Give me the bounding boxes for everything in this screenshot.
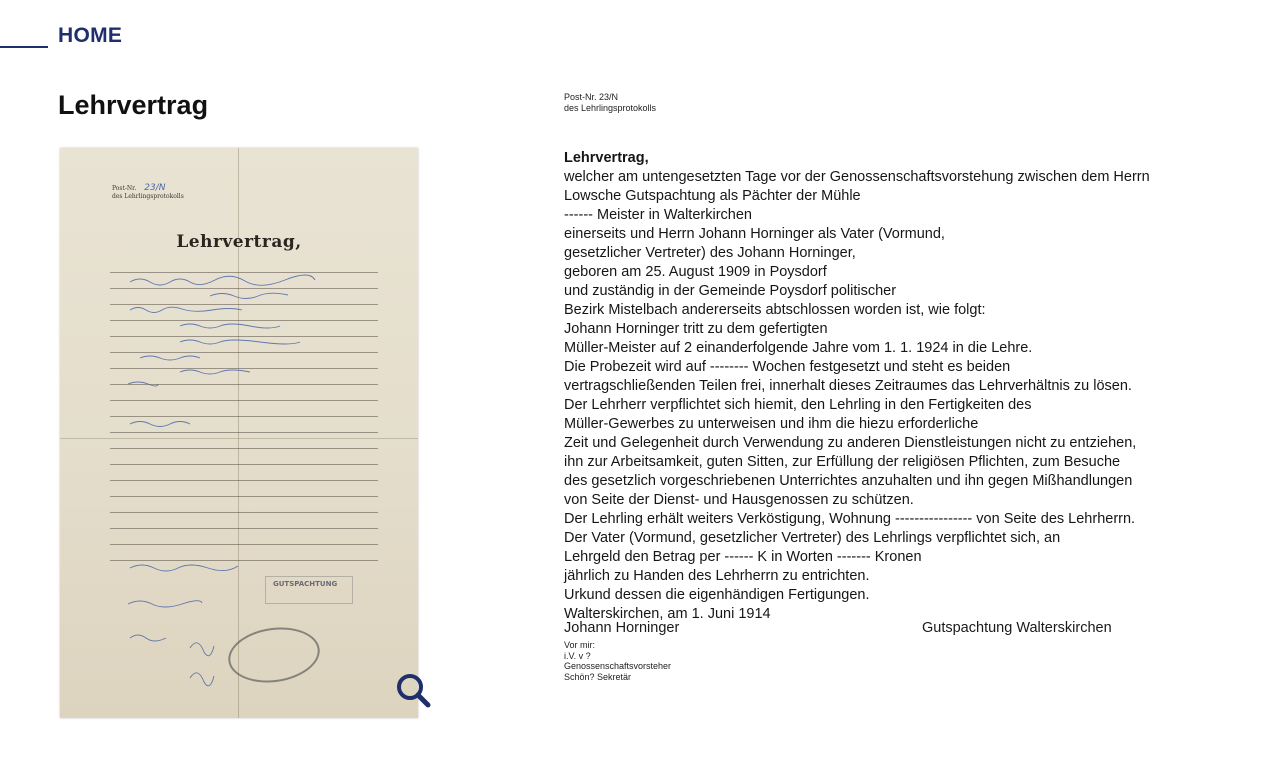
transcript-line: jährlich zu Handen des Lehrherrn zu entrichten.	[564, 568, 870, 584]
transcript-line: Müller-Meister auf 2 einanderfolgende Jahre vom 1. 1. 1924 in die Lehre.	[564, 340, 1033, 356]
transcript-body	[564, 149, 1254, 624]
transcript-line: Urkund dessen die eigenhändigen Fertigungen.	[564, 587, 870, 603]
page-title: Lehrvertrag	[58, 90, 209, 120]
transcript-line: Walterskirchen, am 1. Juni 1914	[564, 606, 771, 622]
transcript-line: welcher am untengesetzten Tage vor der Genossenschaftsvorstehung zwischen dem Herrn	[564, 169, 1150, 185]
home-underline	[0, 46, 48, 48]
transcript-line: gesetzlicher Vertreter) des Johann Horninger,	[564, 245, 856, 261]
document-scan-image[interactable]	[60, 148, 418, 718]
post-ref-line: des Lehrlingsprotokolls	[564, 103, 657, 113]
search-icon	[393, 670, 433, 710]
doc-protocol-label: des Lehrlingsprotokolls	[112, 193, 184, 200]
transcript-line: von Seite der Dienst- und Hausgenossen zu schützen.	[564, 492, 914, 508]
transcript-line: Der Lehrherr verpflichtet sich hiemit, den Lehrling in den Fertigkeiten des	[564, 397, 1032, 413]
transcript-line: Der Vater (Vormund, gesetzlicher Vertreter) des Lehrlings verpflichtet sich, an	[564, 530, 1061, 546]
footer-line: i.V. v ?	[564, 650, 591, 661]
transcript-footer	[564, 640, 671, 682]
transcript-line: ihn zur Arbeitsamkeit, guten Sitten, zur Erfüllung der religiösen Pflichten, zum Besuche	[564, 454, 1121, 470]
transcript-line: des gesetzlich vorgeschriebenen Unterrichtes anzuhalten und ihn gegen Mißhandlungen	[564, 473, 1133, 489]
doc-post-value: 23/N	[144, 183, 166, 193]
zoom-button[interactable]	[393, 670, 433, 710]
transcript-line: ------ Meister in Walterkirchen	[564, 207, 752, 223]
transcript-line: Zeit und Gelegenheit durch Verwendung zu anderen Dienstleistungen nicht zu entziehen,	[564, 435, 1137, 451]
transcript-title: Lehrvertrag,	[564, 150, 649, 166]
doc-post-label: Post-Nr.	[112, 185, 137, 192]
transcript-line: Der Lehrling erhält weiters Verköstigung, Wohnung ---------------- von Seite des Lehrherrn.	[564, 511, 1136, 527]
home-link[interactable]: HOME	[58, 24, 123, 47]
doc-stamp-text: GUTSPACHTUNG	[273, 580, 338, 588]
footer-line: Genossenschaftsvorsteher	[564, 661, 672, 671]
transcript-line: einerseits und Herrn Johann Horninger als Vater (Vormund,	[564, 226, 945, 242]
footer-line: Vor mir:	[564, 640, 596, 650]
post-ref-line: Post-Nr. 23/N	[564, 92, 619, 102]
signature-left: Johann Horninger	[564, 620, 680, 636]
transcript-line: Bezirk Mistelbach andererseits abtschlossen worden ist, wie folgt:	[564, 302, 986, 318]
transcript-line: Johann Horninger tritt zu dem gefertigten	[564, 321, 828, 337]
transcript-line: Lowsche Gutspachtung als Pächter der Mühle	[564, 188, 861, 204]
footer-line: Schön? Sekretär	[564, 671, 632, 682]
transcript-line: Lehrgeld den Betrag per ------ K in Worten ------- Kronen	[564, 549, 922, 565]
transcript-line: Die Probezeit wird auf -------- Wochen festgesetzt und steht es beiden	[564, 359, 1011, 375]
transcript-line: und zuständig in der Gemeinde Poysdorf politischer	[564, 283, 897, 299]
signature-right: Gutspachtung Walterskirchen	[922, 620, 1112, 636]
transcript-line: Müller-Gewerbes zu unterweisen und ihm die hiezu erforderliche	[564, 416, 979, 432]
transcript-line: vertragschließenden Teilen frei, innerhalt dieses Zeitraumes das Lehrverhältnis zu lösen.	[564, 378, 1132, 394]
transcript-post-reference	[564, 92, 656, 114]
doc-handwriting	[60, 148, 418, 718]
doc-heading: Lehrvertrag,	[176, 232, 302, 252]
transcript-line: geboren am 25. August 1909 in Poysdorf	[564, 264, 827, 280]
